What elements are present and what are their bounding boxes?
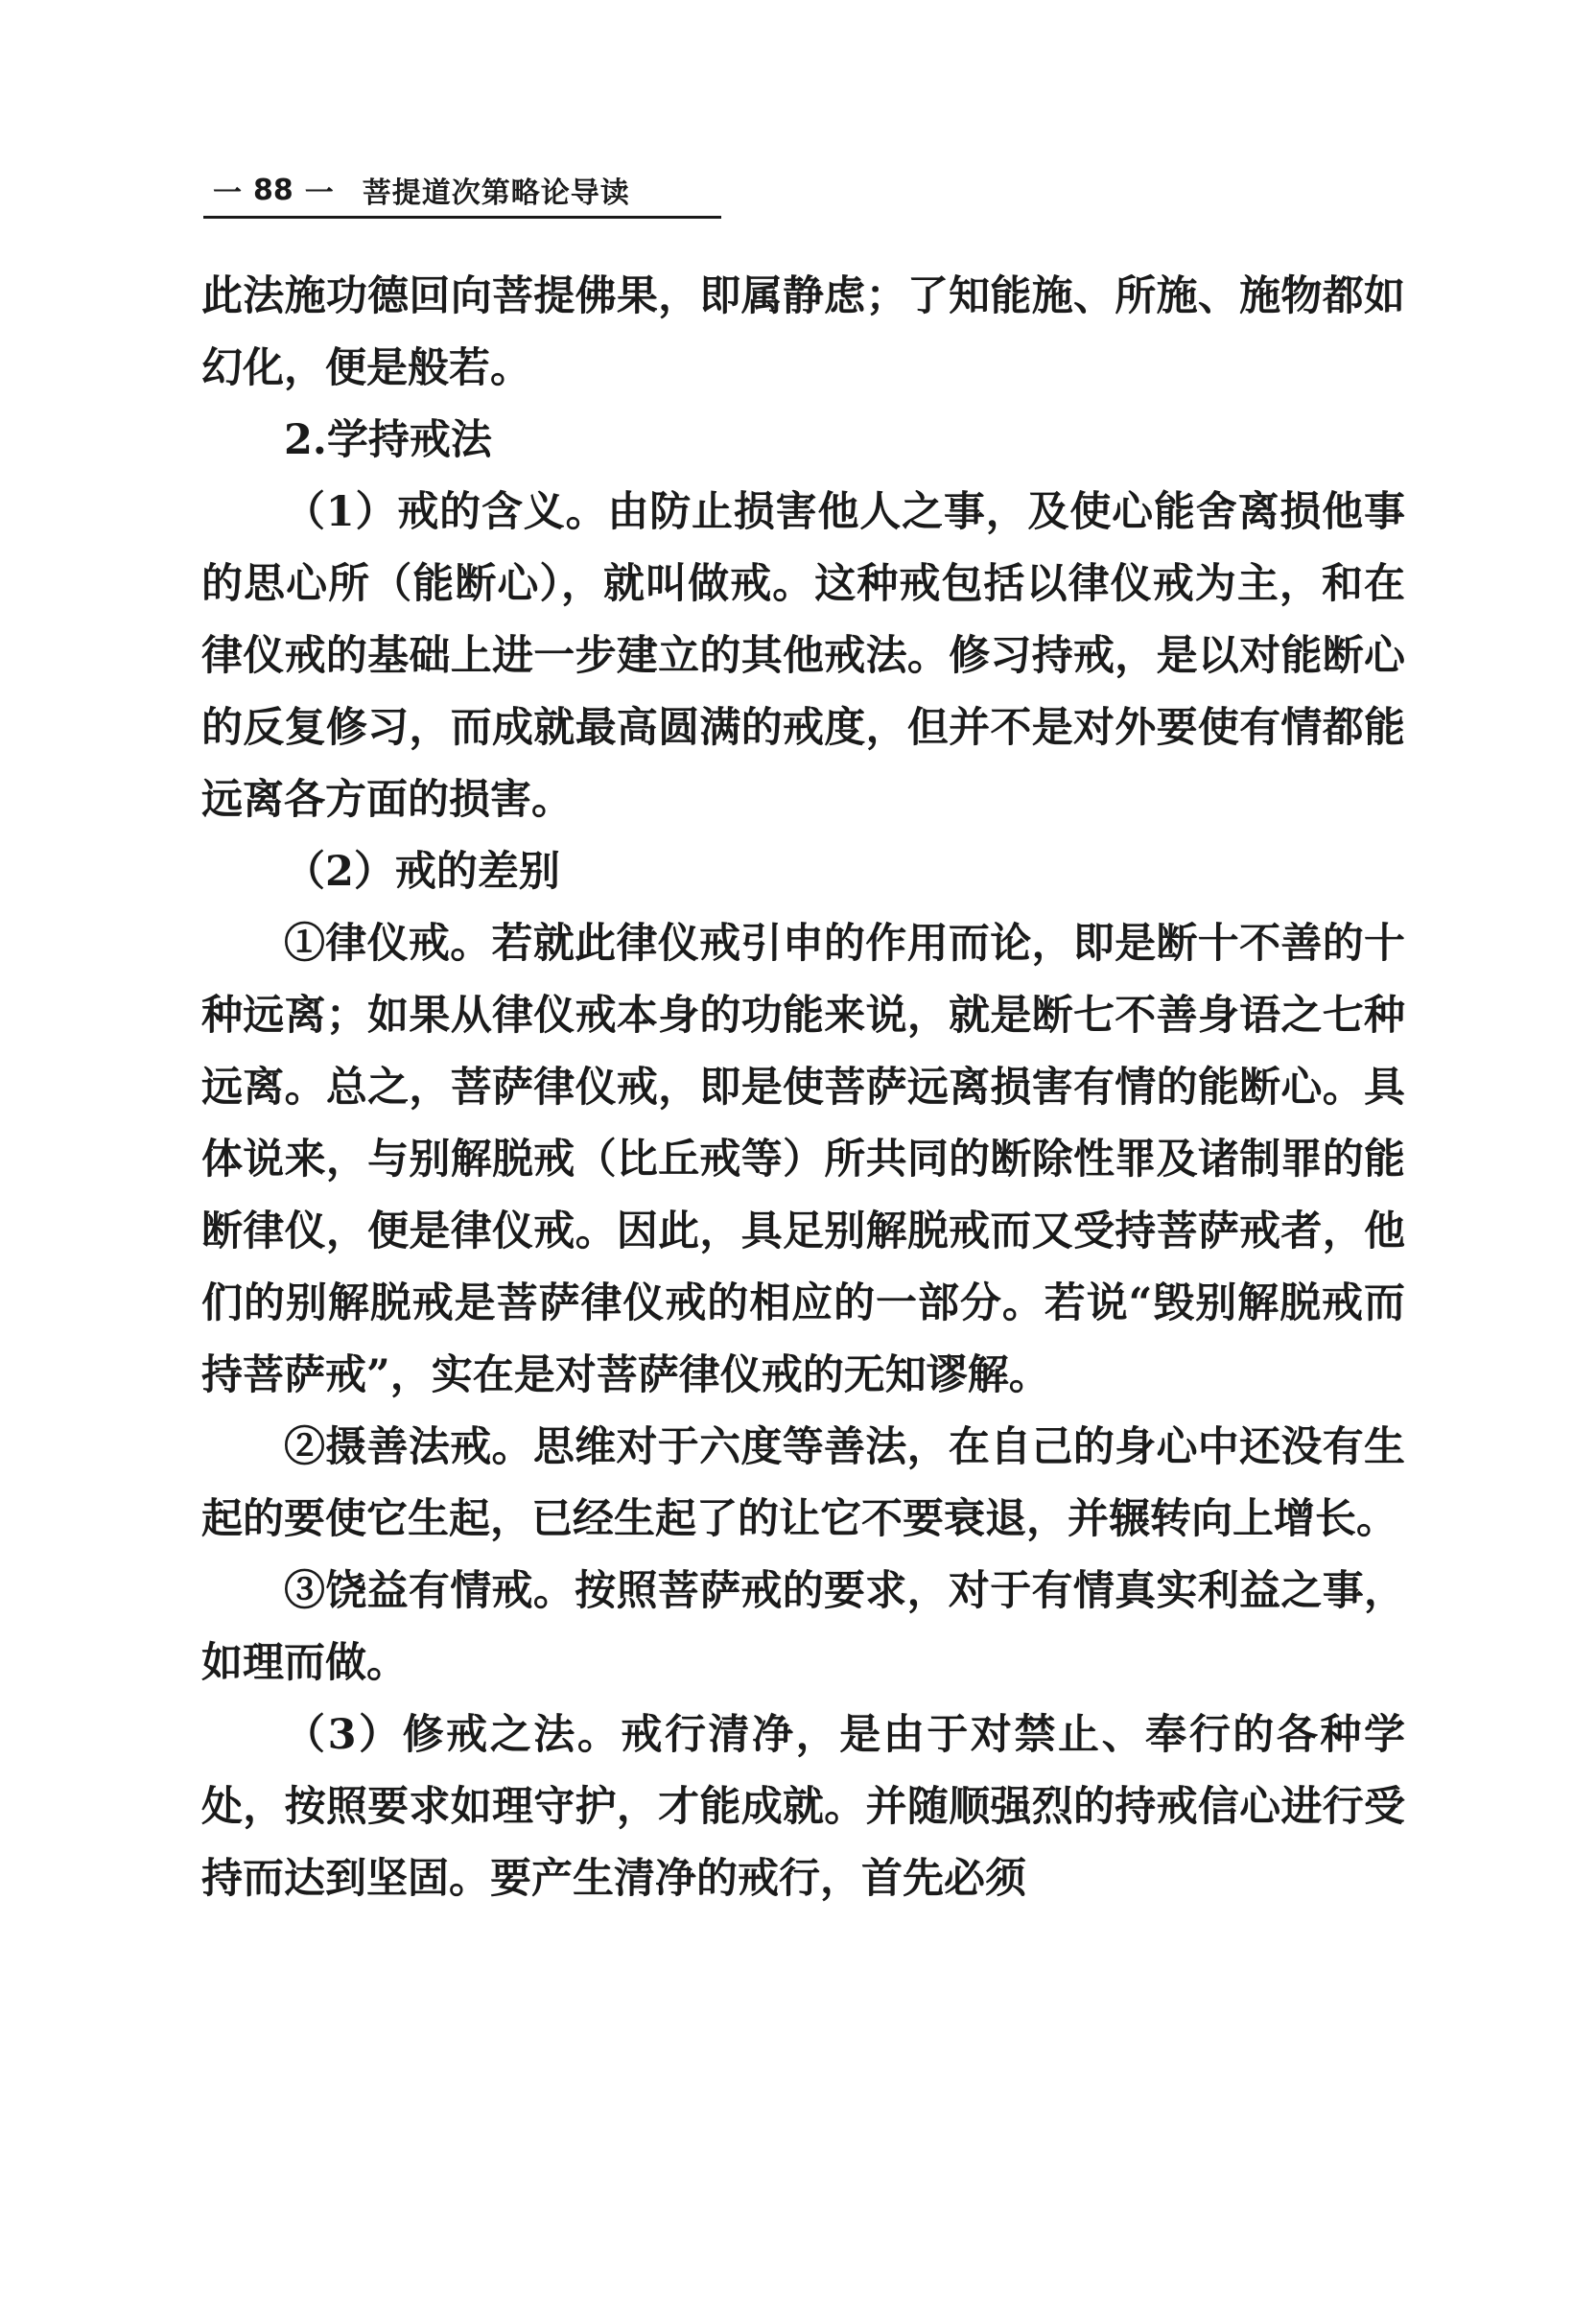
paragraph-5: ①律仪戒。若就此律仪戒引申的作用而论，即是断十不善的十种远离；如果从律仪戒本身的功能来说，就是断七不善身语之七种远离。总之，菩萨律仪戒，即是使菩萨远离损害有情的能断心。具体说来，与别解脱戒（比丘戒等）所共同的断除性罪及诸制罪的能断律仪，便是律仪戒。因此，具足别解脱戒而又受持菩萨戒者，他们的别解脱戒是菩萨律仪戒的相应的一部分。若说“毁别解脱戒而持菩萨戒”，实在是对菩萨律仪戒的无知谬解。	[201, 920, 1405, 1399]
paragraph-3: （1）戒的含义。由防止损害他人之事，及使心能舍离损他事的思心所（能断心），就叫做戒。这种戒包括以律仪戒为主，和在律仪戒的基础上进一步建立的其他戒法。修习持戒，是以对能断心的反复修习，而成就最高圆满的戒度，但并不是对外要使有情都能远离各方面的损害。	[201, 488, 1405, 824]
paragraph-4: （2）戒的差别	[284, 848, 560, 896]
book-title: 菩提道次第略论导读	[362, 176, 630, 210]
paragraph-7: ③饶益有情戒。按照菩萨戒的要求，对于有情真实利益之事，如理而做。	[201, 1567, 1405, 1687]
paragraph-2-heading: 2.学持戒法	[284, 416, 492, 464]
header-left-dash: 一	[213, 176, 242, 210]
paragraph-6: ②摄善法戒。思维对于六度等善法，在自己的身心中还没有生起的要使它生起，已经生起了的让它不要衰退，并辗转向上增长。	[201, 1423, 1405, 1543]
paragraph-1: 此法施功德回向菩提佛果，即属静虑；了知能施、所施、施物都如幻化，便是般若。	[201, 272, 1405, 392]
body-text	[201, 261, 1405, 1915]
page-number: 88	[253, 173, 293, 207]
page-header	[201, 161, 1410, 219]
header-right-dash: 一	[304, 176, 334, 210]
header-rule	[203, 216, 721, 219]
paragraph-8: （3）修戒之法。戒行清净，是由于对禁止、奉行的各种学处，按照要求如理守护，才能成就。并随顺强烈的持戒信心进行受持而达到坚固。要产生清净的戒行，首先必须	[201, 1711, 1405, 1903]
